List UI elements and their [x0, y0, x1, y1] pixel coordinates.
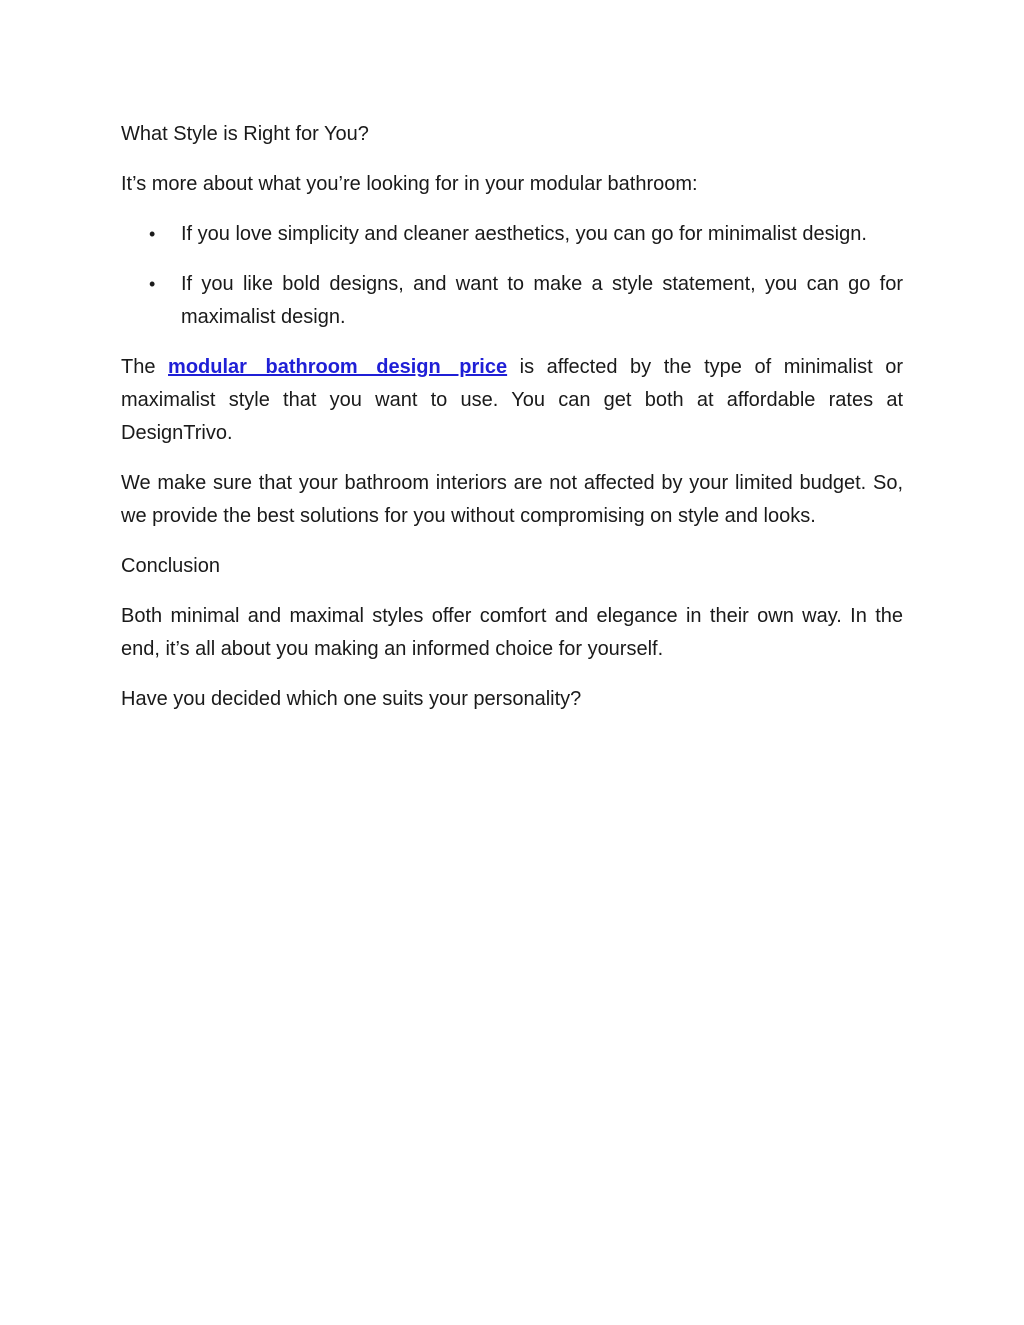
list-item	[121, 218, 903, 251]
price-paragraph-rest: is affected by the type of minimalist or maximalist style that you want to use. You can get both at affordable rates at DesignTrivo.	[121, 356, 903, 444]
section-heading-conclusion: Conclusion	[121, 555, 220, 577]
list-item	[121, 268, 903, 334]
bullet-icon: •	[149, 274, 156, 294]
document-page	[121, 118, 903, 733]
style-options-list	[121, 218, 903, 334]
price-paragraph-lead: The	[121, 356, 169, 378]
bullet-icon: •	[149, 224, 156, 244]
section-heading-style: What Style is Right for You?	[121, 123, 369, 145]
budget-paragraph: We make sure that your bathroom interiors are not affected by your limited budget. So, we provide the best solutions for you without compromising on style and looks.	[121, 472, 903, 527]
intro-paragraph: It’s more about what you’re looking for in your modular bathroom:	[121, 173, 698, 195]
list-item-text: If you like bold designs, and want to make a style statement, you can go for maximalist design.	[181, 273, 903, 328]
list-item-text: If you love simplicity and cleaner aesthetics, you can go for minimalist design.	[181, 223, 867, 245]
modular-bathroom-price-link[interactable]: modular bathroom design price	[168, 356, 508, 378]
conclusion-paragraph: Both minimal and maximal styles offer comfort and elegance in their own way. In the end, it’s all about you making an informed choice for yourself.	[121, 605, 903, 660]
price-paragraph	[121, 351, 903, 450]
closing-question: Have you decided which one suits your personality?	[121, 688, 582, 710]
